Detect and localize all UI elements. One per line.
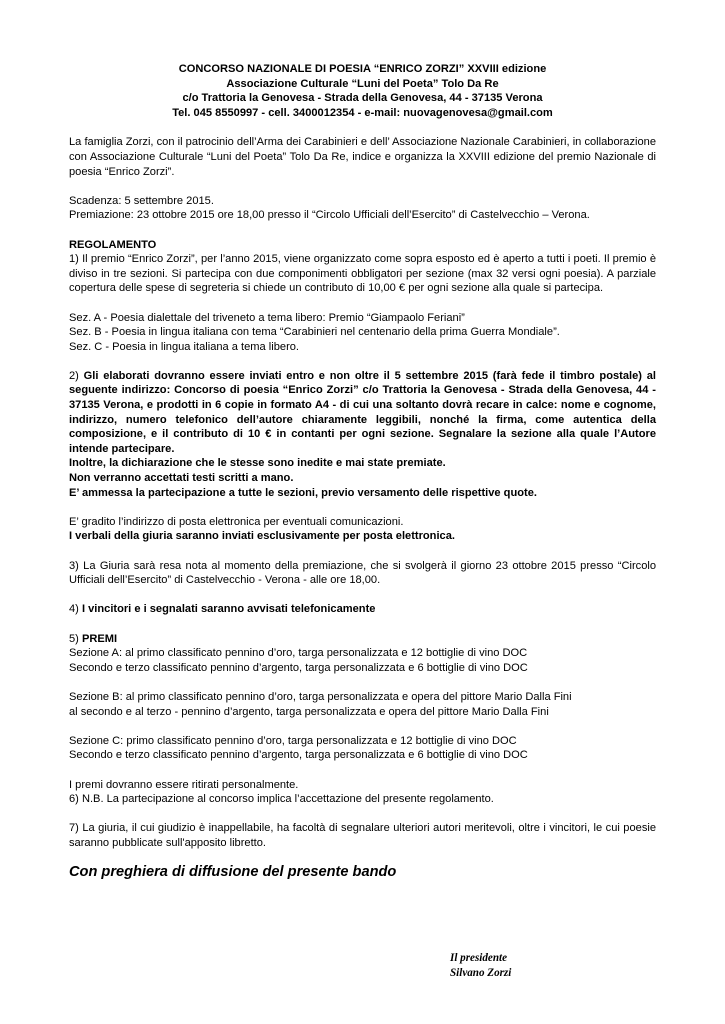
- rule-1-block: [69, 238, 656, 296]
- rule-4-text: I vincitori e i segnalati saranno avvisati telefonicamente: [81, 603, 376, 616]
- rule-5-number: 5): [69, 632, 82, 645]
- header-association: Associazione Culturale “Luni del Poeta” Tolo Da Re: [226, 77, 499, 90]
- rule-2-unpublished: Inoltre, la dichiarazione che le stesse sono inedite e mai state premiate.: [69, 457, 446, 470]
- rule-4-number: 4): [69, 603, 82, 616]
- prize-a-first: Sezione A: al primo classificato pennino d’oro, targa personalizzata e 12 bottiglie di vino DOC: [69, 647, 528, 660]
- rule-5-block: [69, 632, 656, 676]
- rule-5-heading: [69, 632, 656, 647]
- rule-2: [69, 369, 656, 457]
- prize-b-first: Sezione B: al primo classificato pennino d’oro, targa personalizzata e opera del pittore Mario Dalla Fini: [69, 690, 572, 703]
- rule-2-block: [69, 369, 656, 500]
- award-ceremony-line: Premiazione: 23 ottobre 2015 ore 18,00 presso il “Circolo Ufficiali dell’Esercito” di Castelvecchio – Verona.: [69, 209, 590, 222]
- prize-pickup-note: I premi dovranno essere ritirati personalmente.: [69, 778, 299, 791]
- header-address: c/o Trattoria la Genovesa - Strada della Genovesa, 44 - 37135 Verona: [182, 92, 543, 105]
- prize-c-block: [69, 734, 656, 763]
- prize-b-block: [69, 690, 656, 719]
- email-block: [69, 515, 656, 544]
- document-body: [69, 62, 656, 881]
- header-contacts: Tel. 045 8550997 - cell. 3400012354 - e-mail: nuovagenovesa@gmail.com: [172, 106, 553, 119]
- prize-a-second: Secondo e terzo classificato pennino d’argento, targa personalizzata e 6 bottiglie di vino DOC: [69, 661, 528, 674]
- rule-1: 1) Il premio “Enrico Zorzi”, per l’anno 2015, viene organizzato come sopra esposto ed è aperto a tutti i poeti. Il premio è diviso in tre sezioni. Si partecipa con due componimenti obbligatori per sezione (max 32 versi ogni poesia). A parziale copertura delle spese di segreteria si chiede un contributo di 10,00 € per ogni sezione alla quale si partecipa.: [69, 253, 656, 295]
- intro-paragraph: La famiglia Zorzi, con il patrocinio dell’Arma dei Carabinieri e dell’ Associazione Nazionale Carabinieri, in collaborazione con Associazione Culturale “Luni del Poeta” Tolo Da Re, indice e organizza la XXVIII edizione del premio Nazionale di poesia “Enrico Zorzi”.: [69, 136, 656, 178]
- rule-4: [69, 602, 656, 617]
- deadline-line: Scadenza: 5 settembre 2015.: [69, 194, 214, 207]
- header: [69, 62, 656, 120]
- email-note: E’ gradito l’indirizzo di posta elettronica per eventuali comunicazioni.: [69, 515, 404, 528]
- prize-c-second: Secondo e terzo classificato pennino d’argento, targa personalizzata e 6 bottiglie di vino DOC: [69, 749, 528, 762]
- rule-2-number: 2): [69, 369, 84, 382]
- regolamento-heading: REGOLAMENTO: [69, 238, 157, 251]
- email-verbali: I verbali della giuria saranno inviati esclusivamente per posta elettronica.: [69, 530, 455, 543]
- header-title: CONCORSO NAZIONALE DI POESIA “ENRICO ZORZI” XXVIII edizione: [178, 63, 547, 75]
- rule-3: 3) La Giuria sarà resa nota al momento della premiazione, che si svolgerà il giorno 23 ottobre 2015 presso “Circolo Ufficiali dell’Esercito” di Castelvecchio - Verona - alle ore 18,00.: [69, 559, 656, 587]
- section-b: Sez. B - Poesia in lingua italiana con tema “Carabinieri nel centenario della prima Guerra Mondiale”.: [69, 326, 560, 339]
- rule-2-text: Gli elaborati dovranno essere inviati entro e non oltre il 5 settembre 2015 (farà fede il timbro postale) al seguente indirizzo: Concorso di poesia “Enrico Zorzi” c/o Trattoria la Genovesa - Strada della Genovesa, 44 - 37135 Verona, e prodotti in 6 copie in formato A4 - di cui una soltanto dovrà recare in calce: nome e cognome, indirizzo, numero telefonico dell’autore chiaramente leggibili, nonché la firma, come autentica della composizione, e il contributo di 10 € in contanti per ogni sezione. Segnalare la sezione alla quale l’Autore intende partecipare.: [69, 369, 656, 455]
- rule-2-all-sections: E’ ammessa la partecipazione a tutte le sezioni, previo versamento delle rispettive quote.: [69, 486, 537, 499]
- dates-block: [69, 194, 656, 223]
- prize-b-second: al secondo e al terzo - pennino d’argento, targa personalizzata e opera del pittore Mario Dalla Fini: [69, 705, 549, 718]
- rule-5-title: PREMI: [81, 632, 118, 645]
- section-c: Sez. C - Poesia in lingua italiana a tema libero.: [69, 340, 300, 353]
- signature-name: Silvano Zorzi: [450, 966, 512, 979]
- rule-6: 6) N.B. La partecipazione al concorso implica l’accettazione del presente regolamento.: [69, 793, 494, 806]
- prize-c-first: Sezione C: primo classificato pennino d’oro, targa personalizzata e 12 bottiglie di vino DOC: [69, 734, 517, 747]
- sections-list: [69, 311, 656, 355]
- signature-block: [450, 951, 511, 980]
- rule-6-block: [69, 778, 656, 807]
- section-a: Sez. A - Poesia dialettale del triveneto a tema libero: Premio “Giampaolo Feriani”: [69, 311, 465, 324]
- signature-role: Il presidente: [450, 952, 508, 964]
- rule-7: 7) La giuria, il cui giudizio è inappellabile, ha facoltà di segnalare ulteriori autori meritevoli, oltre i vincitori, le cui poesie saranno pubblicate sull'apposito libretto.: [69, 822, 656, 849]
- closing-line: Con preghiera di diffusione del presente bando: [69, 864, 397, 881]
- rule-2-handwritten: Non verranno accettati testi scritti a mano.: [69, 472, 294, 485]
